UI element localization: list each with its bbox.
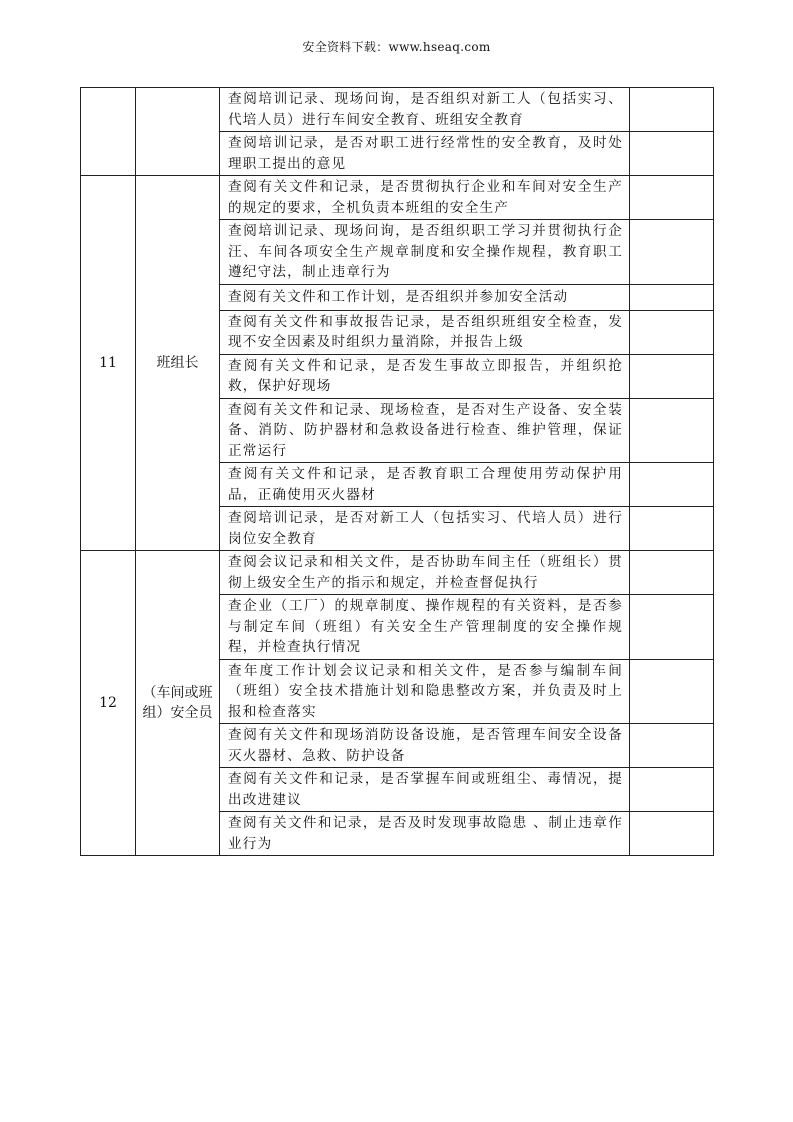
result-cell xyxy=(630,812,714,856)
table-row xyxy=(81,551,714,595)
result-cell xyxy=(630,768,714,812)
inspection-item-cell: 查阅有关文件和记录，是否发生事故立即报告，并组织抢救，保护好现场 xyxy=(220,354,630,398)
result-cell xyxy=(630,551,714,595)
inspection-item-cell: 查年度工作计划会议记录和相关文件，是否参与编制车间（班组）安全技术措施计划和隐患整改方案，并负责及时上报和检查落实 xyxy=(220,659,630,724)
inspection-item-cell: 查阅有关文件和工作计划，是否组织并参加安全活动 xyxy=(220,284,630,310)
row-number-cell: 12 xyxy=(81,551,136,856)
inspection-item-cell: 查阅有关文件和现场消防设备设施，是否管理车间安全设备灭火器材、急救、防护设备 xyxy=(220,724,630,768)
inspection-item-cell: 查阅培训记录、现场问询，是否组织对新工人（包括实习、代培人员）进行车间安全教育、班组安全教育 xyxy=(220,88,630,132)
result-cell xyxy=(630,354,714,398)
inspection-item-cell: 查阅培训记录，是否对新工人（包括实习、代培人员）进行岗位安全教育 xyxy=(220,507,630,551)
inspection-item-cell: 查阅有关文件和记录、现场检查，是否对生产设备、安全装备、消防、防护器材和急救设备进行检查、维护管理，保证正常运行 xyxy=(220,398,630,463)
page-header-source: 安全资料下载：www.hseaq.com xyxy=(302,40,491,54)
inspection-item-cell: 查阅培训记录、现场问询，是否组织职工学习并贯彻执行企汪、车间各项安全生产规章制度和安全操作规程，教育职工遵纪守法，制止违章行为 xyxy=(220,220,630,285)
table-row xyxy=(81,88,714,132)
role-cell: （车间或班组）安全员 xyxy=(136,551,220,856)
result-cell xyxy=(630,220,714,285)
result-cell xyxy=(630,310,714,354)
inspection-table xyxy=(80,87,714,856)
result-cell xyxy=(630,88,714,132)
result-cell xyxy=(630,724,714,768)
result-cell xyxy=(630,507,714,551)
inspection-item-cell: 查阅有关文件和记录，是否及时发现事故隐患 、制止违章作业行为 xyxy=(220,812,630,856)
result-cell xyxy=(630,659,714,724)
result-cell xyxy=(630,463,714,507)
result-cell xyxy=(630,398,714,463)
row-number-cell: 11 xyxy=(81,176,136,551)
inspection-item-cell: 查企业（工厂）的规章制度、操作规程的有关资料，是否参与制定车间（班组）有关安全生产管理制度的安全操作规程，并检查执行情况 xyxy=(220,595,630,660)
result-cell xyxy=(630,284,714,310)
result-cell xyxy=(630,132,714,176)
row-number-cell xyxy=(81,88,136,176)
inspection-item-cell: 查阅有关文件和记录，是否掌握车间或班组尘、毒情况，提出改进建议 xyxy=(220,768,630,812)
result-cell xyxy=(630,176,714,220)
role-cell xyxy=(136,88,220,176)
inspection-table-body xyxy=(81,88,714,856)
role-cell: 班组长 xyxy=(136,176,220,551)
inspection-item-cell: 查阅培训记录，是否对职工进行经常性的安全教育，及时处理职工提出的意见 xyxy=(220,132,630,176)
result-cell xyxy=(630,595,714,660)
inspection-item-cell: 查阅有关文件和事故报告记录，是否组织班组安全检查，发现不安全因素及时组织力量消除，并报告上级 xyxy=(220,310,630,354)
inspection-item-cell: 查阅有关文件和记录，是否教育职工合理使用劳动保护用品，正确使用灭火器材 xyxy=(220,463,630,507)
table-row xyxy=(81,176,714,220)
inspection-item-cell: 查阅会议记录和相关文件，是否协助车间主任（班组长）贯彻上级安全生产的指示和规定，并检查督促执行 xyxy=(220,551,630,595)
inspection-item-cell: 查阅有关文件和记录，是否贯彻执行企业和车间对安全生产的规定的要求，全机负责本班组的安全生产 xyxy=(220,176,630,220)
